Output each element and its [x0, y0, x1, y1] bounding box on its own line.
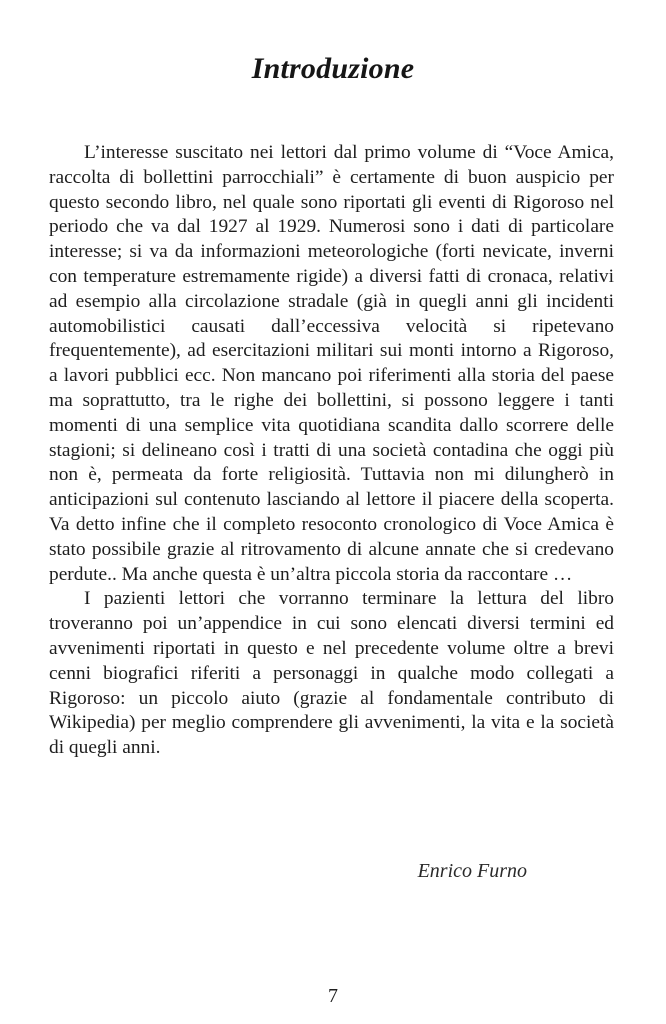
- author-signature: Enrico Furno: [417, 860, 527, 882]
- page-number: 7: [328, 985, 338, 1007]
- body-text: [49, 141, 614, 761]
- page-title: Introduzione: [251, 52, 415, 85]
- paragraph-1: L’interesse suscitato nei lettori dal primo volume di “Voce Amica, raccolta di bollettini parrocchiali” è certamente di buon auspicio per questo secondo libro, nel quale sono riportati gli eventi di Rigoroso nel periodo che va dal 1927 al 1929. Numerosi sono i dati di particolare interesse; si va da informazioni meteorologiche (forti nevicate, inverni con temperature estremamente rigide) a diversi fatti di cronaca, relativi ad esempio alla circolazione stradale (già in quegli anni gli incidenti automobilistici causati dall’eccessiva velocità si ripetevano frequentemente), ad esercitazioni militari sui monti intorno a Rigoroso, a lavori pubblici ecc. Non mancano poi riferimenti alla storia del paese ma soprattutto, tra le righe dei bollettini, si possono leggere i tanti momenti di una semplice vita quotidiana scandita dallo scorrere delle stagioni; si delineano così i tratti di una società contadina che oggi più non è, permeata da forte religiosità. Tuttavia non mi dilungherò in anticipazioni sul contenuto lasciando al lettore il piacere della scoperta. Va detto infine che il completo resoconto cronologico di Voce Amica è stato possibile grazie al ritrovamento di alcune annate che si credevano perdute.. Ma anche questa è un’altra piccola storia da raccontare …: [49, 142, 614, 585]
- paragraph-2: I pazienti lettori che vorranno terminare la lettura del libro troveranno poi un’appendice in cui sono elencati diversi termini ed avvenimenti riportati in questo e nel precedente volume oltre a brevi cenni biografici riferiti a personaggi in qualche modo collegati a Rigoroso: un piccolo aiuto (grazie al fondamentale contributo di Wikipedia) per meglio comprendere gli avvenimenti, la vita e la società di quegli anni.: [49, 588, 614, 759]
